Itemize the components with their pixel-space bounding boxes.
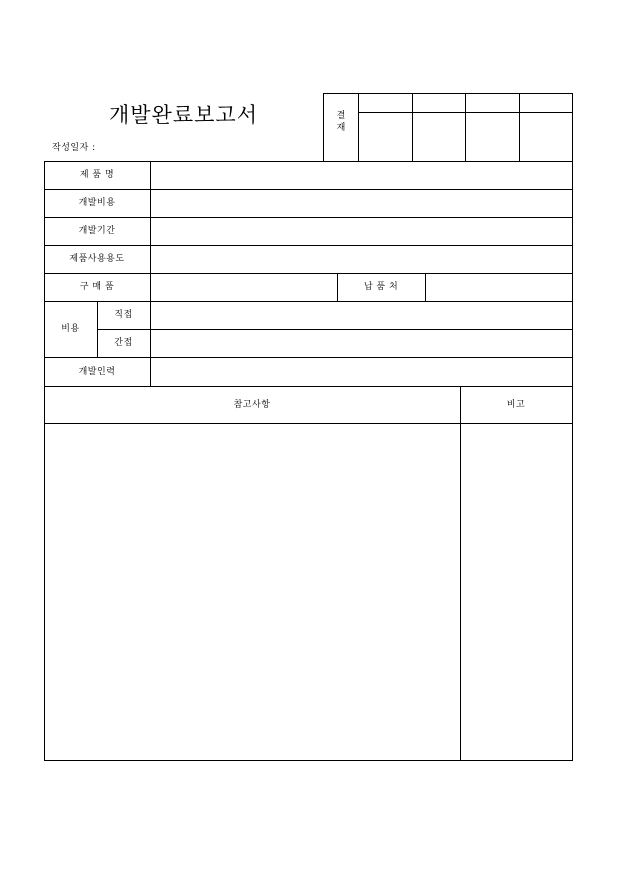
indirect-label: 간접	[114, 338, 133, 348]
dev-cost-field[interactable]	[151, 190, 572, 217]
product-name-field[interactable]	[151, 162, 572, 189]
dev-period-field[interactable]	[151, 218, 572, 245]
product-name-label: 제 품 명	[79, 170, 115, 180]
dev-cost-label: 개발비용	[78, 198, 116, 208]
remarks-field[interactable]	[461, 424, 572, 760]
dev-staff-field[interactable]	[151, 358, 572, 386]
approval-label-1: 결	[336, 111, 346, 121]
delivery-label: 납 품 처	[363, 282, 399, 292]
product-use-label: 제품사용용도	[69, 254, 125, 264]
notes-label: 참고사항	[233, 400, 271, 410]
date-label: 작성일자 :	[52, 143, 96, 153]
cost-group-label: 비용	[61, 324, 80, 334]
approval-label-2: 재	[336, 123, 346, 133]
buyer-label: 구 매 품	[79, 282, 115, 292]
remarks-label: 비고	[506, 400, 526, 410]
notes-field[interactable]	[45, 424, 460, 760]
delivery-field[interactable]	[426, 274, 572, 301]
direct-cost-field[interactable]	[151, 302, 572, 329]
product-use-field[interactable]	[151, 246, 572, 273]
dev-period-label: 개발기간	[78, 226, 116, 236]
direct-label: 직접	[114, 310, 133, 320]
dev-staff-label: 개발인력	[78, 367, 116, 377]
document-title: 개발완료보고서	[108, 103, 258, 127]
buyer-field[interactable]	[151, 274, 337, 301]
indirect-cost-field[interactable]	[151, 330, 572, 357]
approval-label	[324, 110, 358, 134]
